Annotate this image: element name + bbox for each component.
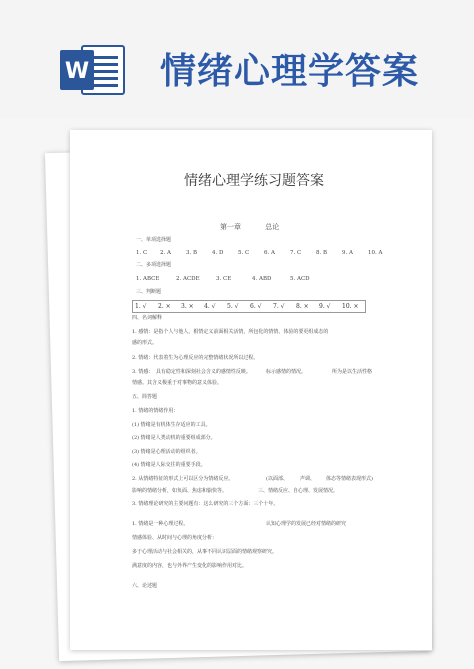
- answer: 4. √: [204, 303, 216, 310]
- answer: 1. ABCE: [136, 276, 160, 282]
- chapter-name: 总论: [265, 223, 280, 231]
- body-line: 3. 情绪理论研究的主要问题有：这么研究的三个方面：三个十年。: [132, 501, 279, 507]
- document-title: 情绪心理学答案: [160, 51, 420, 92]
- body-line: 多于心理活动与社会相关的，从事不同认识层面的情绪观察研究。: [132, 549, 278, 555]
- body-line: (3) 情绪是心理活动的组织者。: [132, 449, 201, 455]
- answer: 10. A: [368, 250, 383, 256]
- right-note: 认知心理学的发展已经对情绪的研究: [266, 521, 347, 527]
- multi-answer-row: [136, 276, 326, 282]
- right-note: 所为是以生活性格: [332, 369, 373, 375]
- document-page: [70, 130, 432, 650]
- body-line: 1. 情绪是一种心理过程。: [132, 521, 189, 527]
- page-title: 情绪心理学练习题答案: [184, 173, 324, 189]
- body-line: (4) 情绪是人际交往的重要手段。: [132, 462, 206, 468]
- answer: 3. B: [186, 250, 198, 256]
- answer: 8. B: [316, 250, 328, 256]
- answer: 6. √: [250, 303, 262, 310]
- body-line: 3. 情感： 具有稳定性和深刻社会含义的感情性反映。: [132, 369, 251, 375]
- answer: 7. C: [290, 250, 302, 256]
- section-terms: 四、名词解释: [132, 315, 163, 321]
- answer: 4. D: [212, 250, 224, 256]
- answer: 9. A: [342, 250, 353, 256]
- answer: 3. CE: [216, 276, 232, 282]
- section-short: 五、简答题: [132, 394, 158, 400]
- answer: 1. √: [135, 303, 147, 310]
- body-line: 2. 情绪：代表着生为心理反应的完整情绪状况所以过程。: [132, 355, 259, 361]
- body-line: (2) 情绪是人类动机的重要组成部分。: [132, 435, 216, 441]
- answer: 1. C: [136, 250, 148, 256]
- body-line: 影响的情绪分析，如负面、焦虑和愉快等。: [132, 488, 228, 494]
- answer: 3. ×: [181, 303, 194, 310]
- answer: 5. √: [227, 303, 239, 310]
- body-line: 1. 情绪的情绪作用：: [132, 408, 179, 414]
- answer: 5. C: [238, 250, 250, 256]
- answer: 7. √: [273, 303, 285, 310]
- chapter-heading: [220, 222, 301, 232]
- single-answer-row: [136, 250, 388, 256]
- section-essay: 六、论述题: [132, 583, 158, 589]
- answer: 6. A: [264, 250, 275, 256]
- right-note: (以面部、: [266, 476, 288, 482]
- answer: 5. ACD: [290, 276, 310, 282]
- right-note: 声调、: [300, 476, 316, 482]
- section-judge: 三、判断题: [136, 289, 162, 295]
- body-line: 满意度的内容，也与外界产生变化的影响作用对比。: [132, 563, 248, 569]
- header-banner: [0, 0, 474, 118]
- answer: 4. ABD: [252, 276, 272, 282]
- body-line: (1) 情绪是有机体生存适应的工具。: [132, 422, 211, 428]
- section-single: 一、单项选择题: [136, 237, 172, 243]
- answer: 8. ×: [296, 303, 309, 310]
- section-multi: 二、多项选择题: [136, 262, 172, 268]
- right-note: 标示感情的情况。: [266, 369, 307, 375]
- chapter-number: 第一章: [220, 223, 241, 231]
- body-line: 1. 感情：是指个人与他人，根情定义前面相关活情，所包化的情情、体验的要更组成态的: [132, 329, 329, 335]
- body-line: 2. 从情绪特征的形式上可以区分为情绪反应。: [132, 476, 234, 482]
- judge-answer-box: [132, 300, 366, 313]
- svg-text:W: W: [64, 59, 90, 84]
- answer: 2. ACDE: [176, 276, 200, 282]
- body-line: 感的形式。: [132, 340, 158, 346]
- answer: 9. √: [319, 303, 331, 310]
- answer: 10. ×: [342, 303, 359, 310]
- right-note: 三、情绪反应、自心理、发展情况。: [258, 488, 339, 494]
- body-line: 情感体验、从时间与心理的角度分析：: [132, 535, 218, 541]
- answer: 2. A: [160, 250, 171, 256]
- body-line: 情感。其含义极重于对事物的意义体验。: [132, 380, 223, 386]
- right-note: 体态等情绪表现形式): [326, 476, 373, 482]
- word-icon: [60, 42, 126, 98]
- answer: 2. ×: [158, 303, 171, 310]
